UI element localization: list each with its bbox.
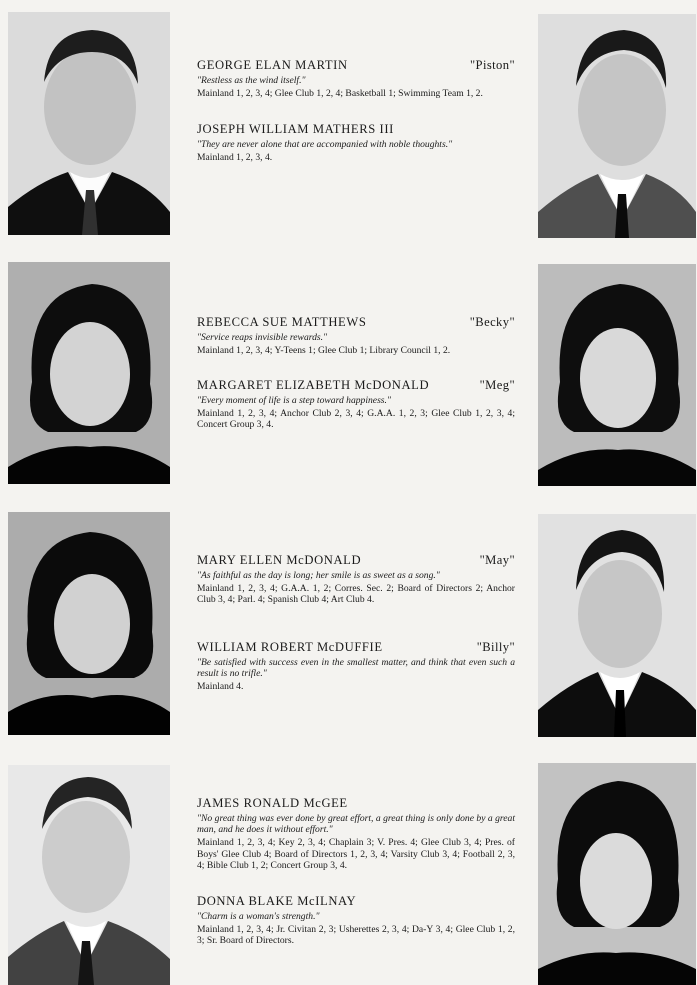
student-quote: "They are never alone that are accompanied with noble thoughts." [197, 139, 453, 150]
student-name: DONNA BLAKE McILNAY [197, 894, 357, 908]
student-quote: "Every moment of life is a step toward happiness." [197, 395, 391, 406]
student-name: WILLIAM ROBERT McDUFFIE [197, 640, 383, 654]
student-nickname: "Piston" [470, 58, 515, 72]
student-nickname: "Becky" [469, 315, 515, 329]
portrait-photo-mary-mcdonald [8, 512, 170, 735]
student-quote: "Restless as the wind itself." [197, 75, 306, 86]
student-quote: "Be satisfied with success even in the smallest matter, and think that even such a result is no trifle." [197, 657, 515, 680]
student-activities: Mainland 1, 2, 3, 4. [197, 152, 273, 164]
portrait-photo-margaret-mcdonald [538, 264, 696, 486]
student-name: JAMES RONALD McGEE [197, 796, 348, 810]
student-entry [197, 796, 515, 871]
student-entry [197, 553, 515, 606]
portrait-photo-donna-mcilnay [538, 763, 696, 985]
student-quote: "No great thing was ever done by great effort, a great thing is only done by a great man, and he does it without effort." [197, 813, 515, 836]
student-quote: "As faithful as the day is long; her smile is as sweet as a song." [197, 570, 440, 581]
student-activities: Mainland 1, 2, 3, 4; Key 2, 3, 4; Chaplain 3; V. Pres. 4; Glee Club 3, 4; Pres. of Boys' Glee Club 4; Board of Directors 1, 2, 3, 4; Varsity Club 3, 4; Football 2, 3, 4; Bible Club 1, 2; Concert Group 3, 4. [197, 837, 515, 871]
student-entry [197, 640, 515, 693]
student-activities: Mainland 1, 2, 3, 4; Jr. Civitan 2, 3; Usherettes 2, 3, 4; Da-Y 3, 4; Glee Club 1, 2, 3; Sr. Board of Directors. [197, 924, 515, 947]
student-name: GEORGE ELAN MARTIN [197, 58, 348, 72]
student-nickname: "Meg" [479, 378, 515, 392]
student-entry [197, 315, 515, 356]
student-name: JOSEPH WILLIAM MATHERS III [197, 122, 394, 136]
student-activities: Mainland 1, 2, 3, 4; Y-Teens 1; Glee Club 1; Library Council 1, 2. [197, 345, 451, 357]
student-entry [197, 894, 515, 947]
student-name: REBECCA SUE MATTHEWS [197, 315, 367, 329]
student-nickname: "May" [479, 553, 515, 567]
student-activities: Mainland 1, 2, 3, 4; G.A.A. 1, 2; Corres. Sec. 2; Board of Directors 2; Anchor Club 3, 4; Parl. 4; Spanish Club 4; Art Club 4. [197, 583, 515, 606]
student-quote: "Service reaps invisible rewards." [197, 332, 328, 343]
student-quote: "Charm is a woman's strength." [197, 911, 320, 922]
student-name: MARY ELLEN McDONALD [197, 553, 362, 567]
portrait-photo-william-mcduffie [538, 514, 696, 737]
portrait-photo-james-mcgee [8, 765, 170, 985]
student-nickname: "Billy" [476, 640, 515, 654]
student-activities: Mainland 1, 2, 3, 4; Glee Club 1, 2, 4; Basketball 1; Swimming Team 1, 2. [197, 88, 483, 100]
portrait-photo-george-martin [8, 12, 170, 235]
portrait-photo-joseph-mathers [538, 14, 696, 238]
student-entry [197, 122, 515, 163]
student-activities: Mainland 4. [197, 681, 244, 693]
student-name: MARGARET ELIZABETH McDONALD [197, 378, 430, 392]
student-entry [197, 378, 515, 431]
student-activities: Mainland 1, 2, 3, 4; Anchor Club 2, 3, 4; G.A.A. 1, 2, 3; Glee Club 1, 2, 3, 4; Concert Group 3, 4. [197, 408, 515, 431]
student-entry [197, 58, 515, 99]
portrait-photo-rebecca-matthews [8, 262, 170, 484]
